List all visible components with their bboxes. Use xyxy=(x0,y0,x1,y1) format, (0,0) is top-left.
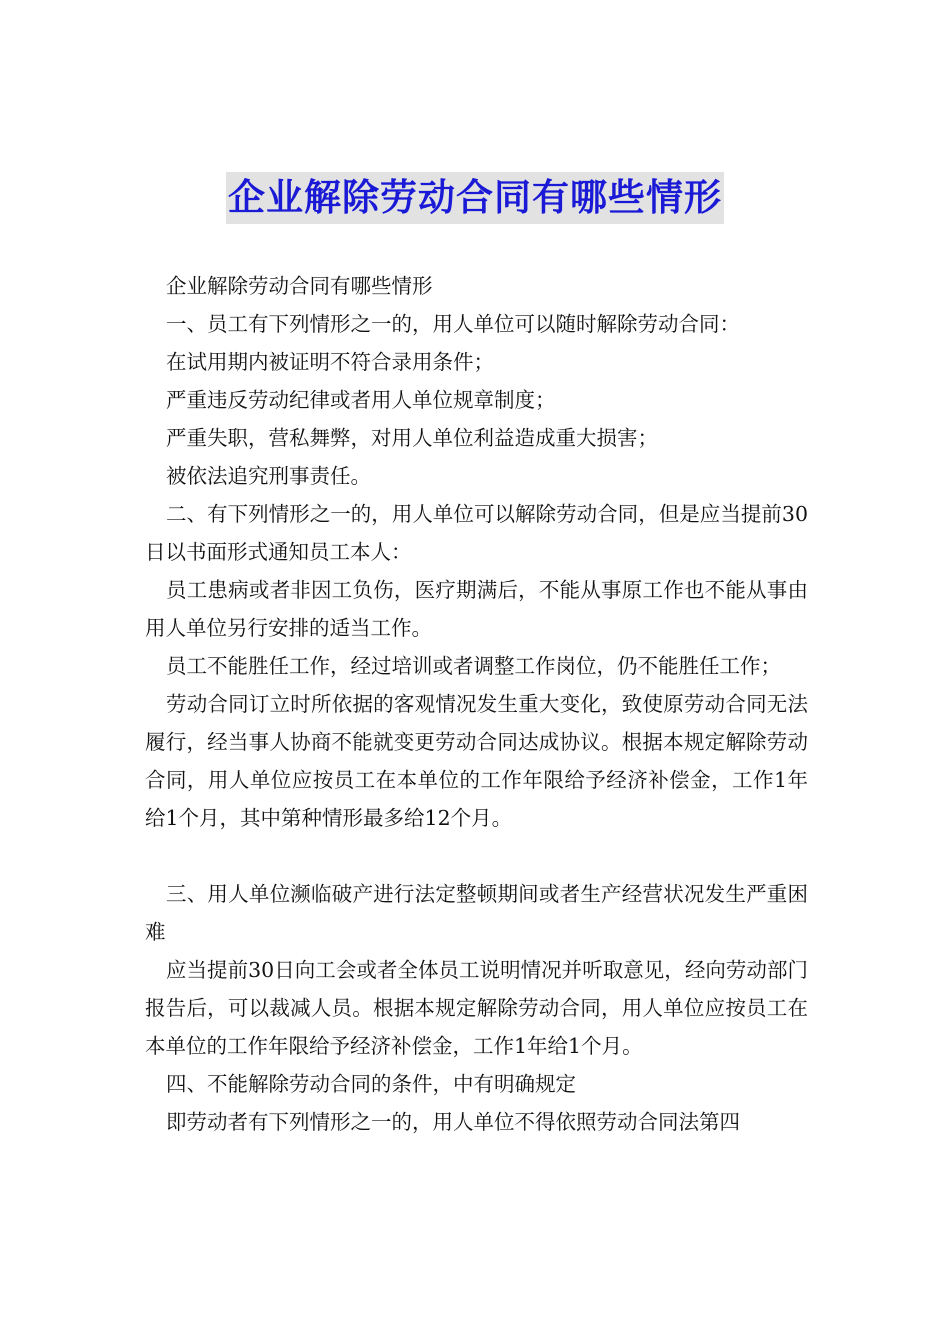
paragraph: 严重违反劳动纪律或者用人单位规章制度； xyxy=(166,388,556,412)
paragraph: 三、用人单位濒临破产进行法定整顿期间或者生产经营状况发生严重困难 xyxy=(145,882,808,944)
document-title: 企业解除劳动合同有哪些情形 xyxy=(226,172,724,224)
paragraph: 即劳动者有下列情形之一的，用人单位不得依照劳动合同法第四 xyxy=(166,1110,740,1134)
paragraph: 二、有下列情形之一的，用人单位可以解除劳动合同，但是应当提前30日以书面形式通知员工本人： xyxy=(145,502,808,564)
paragraph: 四、不能解除劳动合同的条件，中有明确规定 xyxy=(166,1072,576,1096)
paragraph: 员工患病或者非因工负伤，医疗期满后，不能从事原工作也不能从事由用人单位另行安排的适当工作。 xyxy=(145,578,808,640)
paragraph: 企业解除劳动合同有哪些情形 xyxy=(166,274,433,298)
paragraph: 被依法追究刑事责任。 xyxy=(166,464,371,488)
paragraph: 严重失职，营私舞弊，对用人单位利益造成重大损害； xyxy=(166,426,658,450)
paragraph: 在试用期内被证明不符合录用条件； xyxy=(166,350,494,374)
document-body xyxy=(145,267,808,1141)
paragraph: 一、员工有下列情形之一的，用人单位可以随时解除劳动合同： xyxy=(166,312,740,336)
paragraph: 劳动合同订立时所依据的客观情况发生重大变化，致使原劳动合同无法履行，经当事人协商不能就变更劳动合同达成协议。根据本规定解除劳动合同，用人单位应按员工在本单位的工作年限给予经济补偿金，工作1年给1个月，其中第种情形最多给12个月。 xyxy=(145,692,808,830)
paragraph: 应当提前30日向工会或者全体员工说明情况并听取意见，经向劳动部门报告后，可以裁减人员。根据本规定解除劳动合同，用人单位应按员工在本单位的工作年限给予经济补偿金，工作1年给1个月。 xyxy=(145,958,808,1058)
paragraph: 员工不能胜任工作，经过培训或者调整工作岗位，仍不能胜任工作； xyxy=(166,654,781,678)
paragraph-spacer xyxy=(145,837,808,875)
title-container xyxy=(0,172,950,224)
